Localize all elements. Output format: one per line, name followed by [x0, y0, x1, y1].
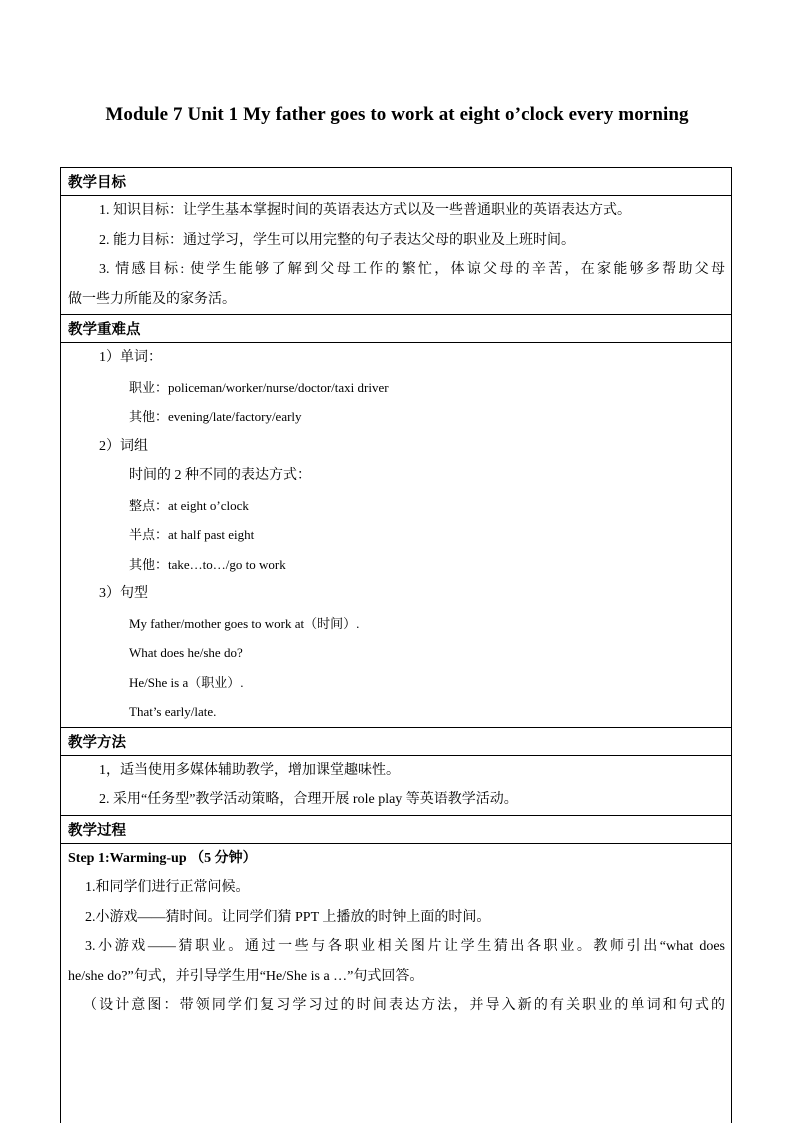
key-point-line: 时间的 2 种不同的表达方式： — [129, 468, 311, 483]
objective-item: 1. 知识目标：让学生基本掌握时间的英语表达方式以及一些普通职业的英语表达方式。 — [99, 203, 631, 218]
key-point-line: 1）单词： — [99, 350, 162, 365]
key-point-line: He/She is a（职业）. — [129, 674, 244, 690]
process-line: 1.和同学们进行正常问候。 — [85, 880, 250, 895]
key-point-line: 其他：evening/late/factory/early — [129, 409, 302, 424]
key-points-section — [61, 343, 731, 728]
objective-item: 3. 情感目标: 使学生能够了解到父母工作的繁忙，体谅父母的辛苦，在家能够多帮助父母 — [99, 262, 725, 277]
objectives-section — [61, 196, 731, 315]
key-point-line: 职业：policeman/worker/nurse/doctor/taxi driver — [129, 379, 389, 395]
process-line: 2.小游戏——猜时间。让同学们猜 PPT 上播放的时钟上面的时间。 — [85, 909, 491, 925]
key-point-line: My father/mother goes to work at（时间）. — [129, 615, 360, 631]
key-point-line: That’s early/late. — [129, 704, 217, 719]
key-point-line: 2）词组 — [99, 438, 148, 454]
lesson-plan-table — [60, 167, 732, 1123]
methods-section — [61, 756, 731, 816]
process-heading: 教学过程 — [61, 816, 731, 844]
process-line: 3.小游戏——猜职业。通过一些与各职业相关图片让学生猜出各职业。教师引出“what does — [85, 939, 725, 954]
objective-item-continued: 做一些力所能及的家务活。 — [68, 291, 236, 307]
key-point-line: 3）句型 — [99, 586, 148, 601]
key-point-line: 半点：at half past eight — [129, 527, 255, 542]
objective-item: 2. 能力目标：通过学习，学生可以用完整的句子表达父母的职业及上班时间。 — [99, 232, 575, 248]
objectives-heading: 教学目标 — [61, 168, 731, 196]
process-line: （设计意图：带领同学们复习学习过的时间表达方法，并导入新的有关职业的单词和句式的 — [83, 998, 725, 1013]
methods-heading: 教学方法 — [61, 728, 731, 756]
key-point-line: 整点：at eight o’clock — [129, 497, 249, 513]
method-item: 2. 采用“任务型”教学活动策略，合理开展 role play 等英语教学活动。 — [99, 792, 518, 807]
method-item: 1，适当使用多媒体辅助教学，增加课堂趣味性。 — [99, 762, 400, 778]
process-line: he/she do?”句式，并引导学生用“He/She is a …”句式回答。 — [68, 968, 424, 984]
key-point-line: What does he/she do? — [129, 645, 243, 660]
step-title: Step 1:Warming-up （5 分钟） — [68, 850, 257, 866]
key-point-line: 其他：take…to…/go to work — [129, 556, 286, 572]
key-points-heading: 教学重难点 — [61, 315, 731, 343]
process-section — [61, 844, 731, 1021]
page-title: Module 7 Unit 1 My father goes to work at eight o’clock every morning — [105, 104, 689, 125]
